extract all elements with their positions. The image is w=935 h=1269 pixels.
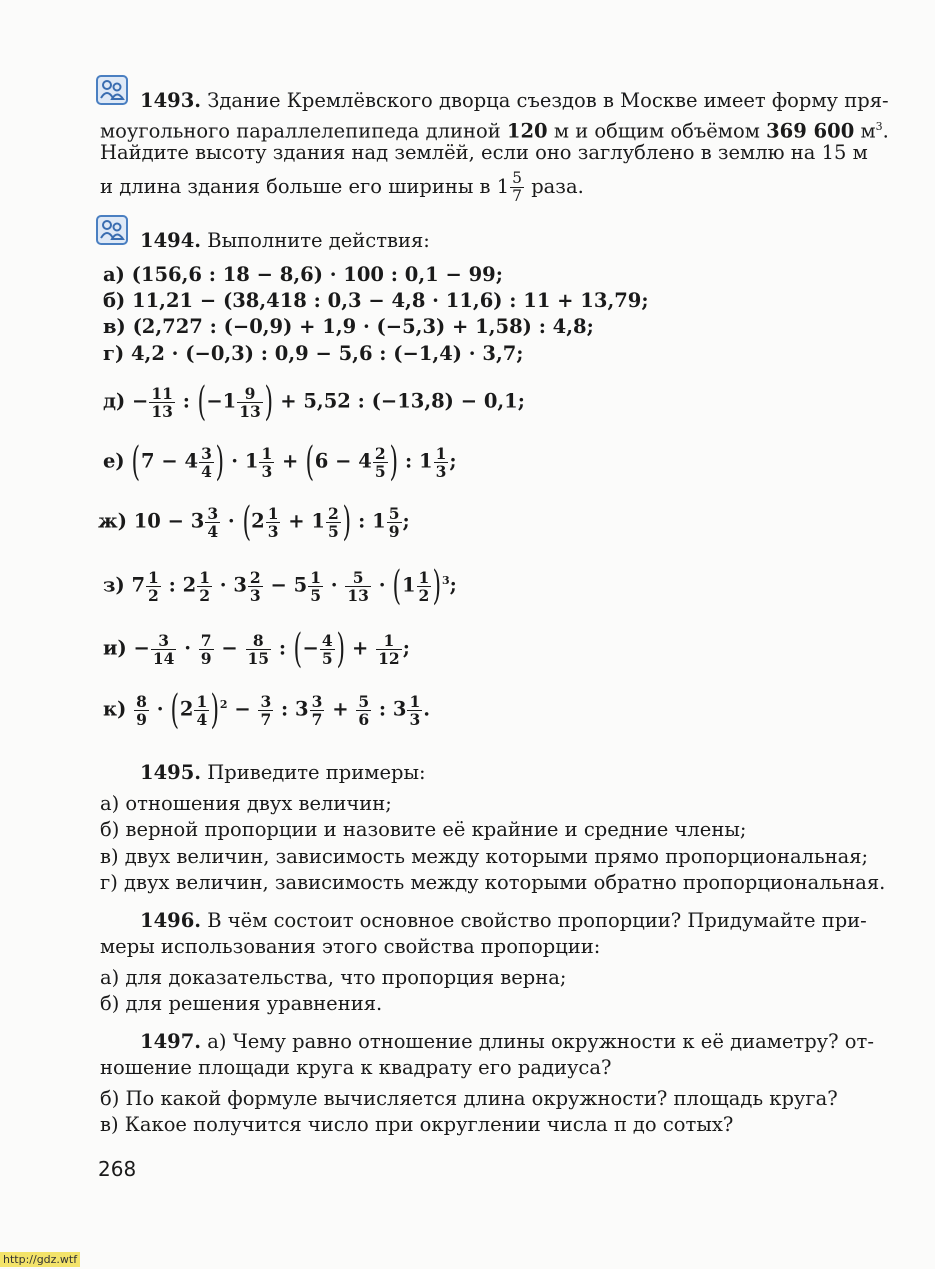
numerator: 1 (435, 443, 447, 463)
text: · (177, 636, 198, 660)
denominator: 3 (249, 585, 261, 605)
numerator: 5 (512, 169, 522, 187)
paren: ( (293, 626, 302, 672)
paren: ) (215, 439, 224, 485)
problem-number: 1494. (140, 229, 202, 252)
problem-number: 1496. (140, 909, 202, 932)
numerator: 3 (151, 632, 177, 650)
denominator: 4 (207, 521, 219, 541)
denominator: 3 (435, 461, 447, 481)
fraction (373, 445, 388, 480)
problem-1497-v: в) Какое получится число при округлении числа π до сотых? (100, 1113, 734, 1136)
exercise-d (103, 379, 525, 425)
fraction (308, 569, 323, 604)
exercise-i (103, 626, 410, 672)
text: 120 (506, 119, 548, 143)
numerator: 5 (358, 691, 370, 711)
numerator: 1 (376, 632, 402, 650)
exercise-e (103, 439, 457, 485)
numerator: 1 (418, 567, 430, 587)
problem-number: 1493. (140, 89, 202, 112)
denominator: 5 (310, 585, 322, 605)
denominator: 5 (374, 461, 386, 481)
denominator: 2 (199, 585, 210, 605)
exercise-k (103, 687, 431, 733)
denominator: 3 (261, 461, 273, 481)
text: 1 (401, 573, 416, 597)
problem-1493-line-1 (140, 88, 889, 114)
numerator: 2 (249, 567, 261, 587)
numerator: 1 (148, 567, 159, 587)
text: моугольного параллелепипеда длиной (100, 119, 507, 143)
problem-1497-line-2: ношение площади круга к квадрату его радиуса? (100, 1056, 612, 1079)
text: + 1 (281, 509, 325, 533)
text: : 1 (398, 449, 433, 473)
page-number: 268 (98, 1157, 137, 1181)
fraction (146, 569, 161, 604)
text: к) (103, 697, 134, 721)
exercise-a: а) (156,6 : 18 − 8,6) · 100 : 0,1 − 99; (103, 263, 503, 286)
fraction (356, 693, 371, 728)
fraction (194, 693, 209, 728)
text: − (214, 636, 245, 660)
numerator: 2 (327, 503, 339, 523)
denominator: 6 (358, 709, 370, 729)
fraction (197, 569, 212, 604)
denominator: 2 (148, 585, 159, 605)
watermark-link[interactable]: http://gdz.wtf (0, 1252, 80, 1267)
numerator: 11 (151, 383, 173, 403)
fraction (246, 632, 272, 667)
problem-1495-g: г) двух величин, зависимость между которыми обратно пропорциональная. (100, 871, 886, 894)
numerator: 8 (136, 691, 147, 711)
denominator: 7 (260, 709, 272, 729)
text: ; (449, 449, 457, 473)
denominator: 9 (200, 648, 212, 668)
numerator: 9 (237, 385, 263, 403)
problem-1493-line-3: Найдите высоту здания над землёй, если оно заглублено в землю на 15 м (100, 141, 868, 164)
text: − 5 (263, 573, 308, 597)
text: . (882, 119, 889, 143)
fraction (345, 569, 371, 604)
text: : (175, 389, 197, 413)
problem-text: Приведите примеры: (207, 761, 426, 784)
numerator: 1 (267, 503, 279, 523)
problem-1497-line-1 (140, 1029, 874, 1055)
text: + (275, 449, 306, 473)
problem-1495-title (140, 760, 426, 786)
exercise-z (103, 563, 457, 609)
text: : 2 (161, 573, 197, 597)
problem-number: 1495. (140, 761, 202, 784)
paren: ( (305, 439, 315, 485)
text: · (371, 573, 393, 597)
denominator: 7 (311, 709, 323, 729)
text: : 3 (274, 697, 309, 721)
denominator: 3 (409, 709, 421, 729)
text: · 3 (212, 573, 247, 597)
numerator: 1 (199, 567, 210, 587)
exponent: 2 (219, 698, 228, 711)
paren: ( (242, 499, 251, 545)
denominator: 14 (152, 648, 175, 668)
problem-1495-b: б) верной пропорции и назовите её крайние и средние члены; (100, 818, 747, 841)
numerator: 3 (260, 691, 272, 711)
numerator: 2 (374, 443, 386, 463)
numerator: 1 (409, 691, 421, 711)
text: ; (449, 573, 457, 597)
denominator: 5 (321, 648, 333, 668)
problem-1496-line-2: меры использования этого свойства пропорции: (100, 935, 601, 958)
text: : 1 (351, 509, 386, 533)
text: раза. (525, 175, 584, 198)
paren: ) (336, 626, 345, 672)
group-work-icon (96, 215, 128, 245)
fraction (510, 170, 524, 205)
denominator: 3 (267, 521, 279, 541)
text: ; (402, 509, 410, 533)
text: − (302, 636, 319, 660)
numerator: 5 (388, 503, 400, 523)
exercise-v: в) (2,727 : (−0,9) + 1,9 · (−5,3) + 1,58) : 4,8; (103, 315, 594, 338)
problem-1496-line-1 (140, 908, 867, 934)
denominator: 7 (512, 187, 522, 205)
text: д) − (103, 389, 149, 413)
numerator: 8 (246, 632, 272, 650)
text: 2 (251, 509, 265, 533)
text: · (324, 573, 345, 597)
text: + (345, 636, 376, 660)
text: 369 600 (766, 119, 855, 143)
fraction (205, 505, 220, 540)
text: и) − (103, 636, 150, 660)
paren: ( (197, 379, 206, 425)
problem-1496-b: б) для решения уравнения. (100, 992, 383, 1015)
text: ; (402, 636, 410, 660)
problem-text: В чём состоит основное свойство пропорции? Придумайте при- (207, 909, 867, 932)
fraction (248, 569, 263, 604)
denominator: 4 (196, 709, 208, 729)
denominator: 15 (247, 648, 270, 668)
denominator: 4 (201, 461, 212, 481)
fraction (151, 632, 177, 667)
text: : (272, 636, 293, 660)
numerator: 1 (310, 567, 322, 587)
text: м и общим объёмом (547, 119, 767, 143)
text: · (149, 697, 171, 721)
problem-1493-line-4 (100, 170, 584, 205)
problem-1496-a: а) для доказательства, что пропорция верна; (100, 966, 567, 989)
numerator: 1 (196, 691, 208, 711)
paren: ) (432, 563, 442, 609)
problem-text: Выполните действия: (207, 229, 430, 252)
paren: ) (210, 687, 220, 733)
numerator: 3 (207, 503, 219, 523)
exercise-g: г) 4,2 · (−0,3) : 0,9 − 5,6 : (−1,4) · 3,7; (103, 342, 524, 365)
numerator: 5 (345, 569, 371, 587)
fraction (259, 445, 274, 480)
text: . (423, 697, 431, 721)
problem-1494-title (140, 228, 430, 254)
paren: ) (389, 439, 398, 485)
fraction (407, 693, 422, 728)
fraction (387, 505, 402, 540)
text: ж) 10 − 3 (98, 509, 205, 533)
fraction (417, 569, 432, 604)
fraction (149, 385, 175, 420)
text: + (325, 697, 356, 721)
fraction (266, 505, 281, 540)
paren: ( (131, 439, 141, 485)
paren: ( (392, 563, 402, 609)
fraction (199, 632, 214, 667)
fraction (376, 632, 402, 667)
superscript: 3 (875, 120, 883, 133)
text: − (227, 697, 258, 721)
fraction (258, 693, 273, 728)
fraction (199, 445, 214, 480)
text: 6 − 4 (314, 449, 372, 473)
paren: ( (170, 687, 180, 733)
exercise-zh (98, 499, 410, 545)
numerator: 1 (261, 443, 273, 463)
numerator: 4 (321, 630, 333, 650)
denominator: 13 (151, 401, 173, 421)
numerator: 3 (311, 691, 323, 711)
text: и длина здания больше его ширины в 1 (100, 175, 510, 198)
numerator: 7 (200, 630, 212, 650)
text: 2 (179, 697, 194, 721)
fraction (434, 445, 449, 480)
text: : 3 (372, 697, 407, 721)
paren: ) (264, 379, 273, 425)
exponent: 3 (441, 574, 450, 587)
fraction (237, 385, 263, 420)
denominator: 2 (418, 585, 430, 605)
text: м (854, 119, 876, 143)
denominator: 5 (327, 521, 339, 541)
numerator: 3 (201, 443, 212, 463)
fraction (326, 505, 341, 540)
text: з) 7 (103, 573, 146, 597)
problem-1495-a: а) отношения двух величин; (100, 792, 392, 815)
problem-1495-v: в) двух величин, зависимость между которыми прямо пропорциональная; (100, 845, 869, 868)
problem-number: 1497. (140, 1030, 202, 1053)
text: · 1 (224, 449, 259, 473)
denominator: 12 (378, 648, 400, 668)
problem-1497-b: б) По какой формуле вычисляется длина окружности? площадь круга? (100, 1087, 838, 1110)
paren: ) (342, 499, 351, 545)
denominator: 13 (239, 401, 261, 421)
fraction (134, 693, 149, 728)
text: · (221, 509, 242, 533)
exercise-b: б) 11,21 − (38,418 : 0,3 − 4,8 · 11,6) : 11 + 13,79; (103, 289, 649, 312)
text: + 5,52 : (−13,8) − 0,1; (273, 389, 525, 413)
denominator: 9 (136, 709, 147, 729)
fraction (310, 693, 325, 728)
group-work-icon (96, 75, 128, 105)
fraction (320, 632, 335, 667)
text: 7 − 4 (141, 449, 199, 473)
text: −1 (206, 389, 237, 413)
text: е) (103, 449, 132, 473)
problem-text: а) Чему равно отношение длины окружности к её диаметру? от- (207, 1030, 874, 1053)
denominator: 13 (347, 585, 369, 605)
problem-text: Здание Кремлёвского дворца съездов в Москве имеет форму пря- (207, 89, 889, 112)
denominator: 9 (388, 521, 400, 541)
